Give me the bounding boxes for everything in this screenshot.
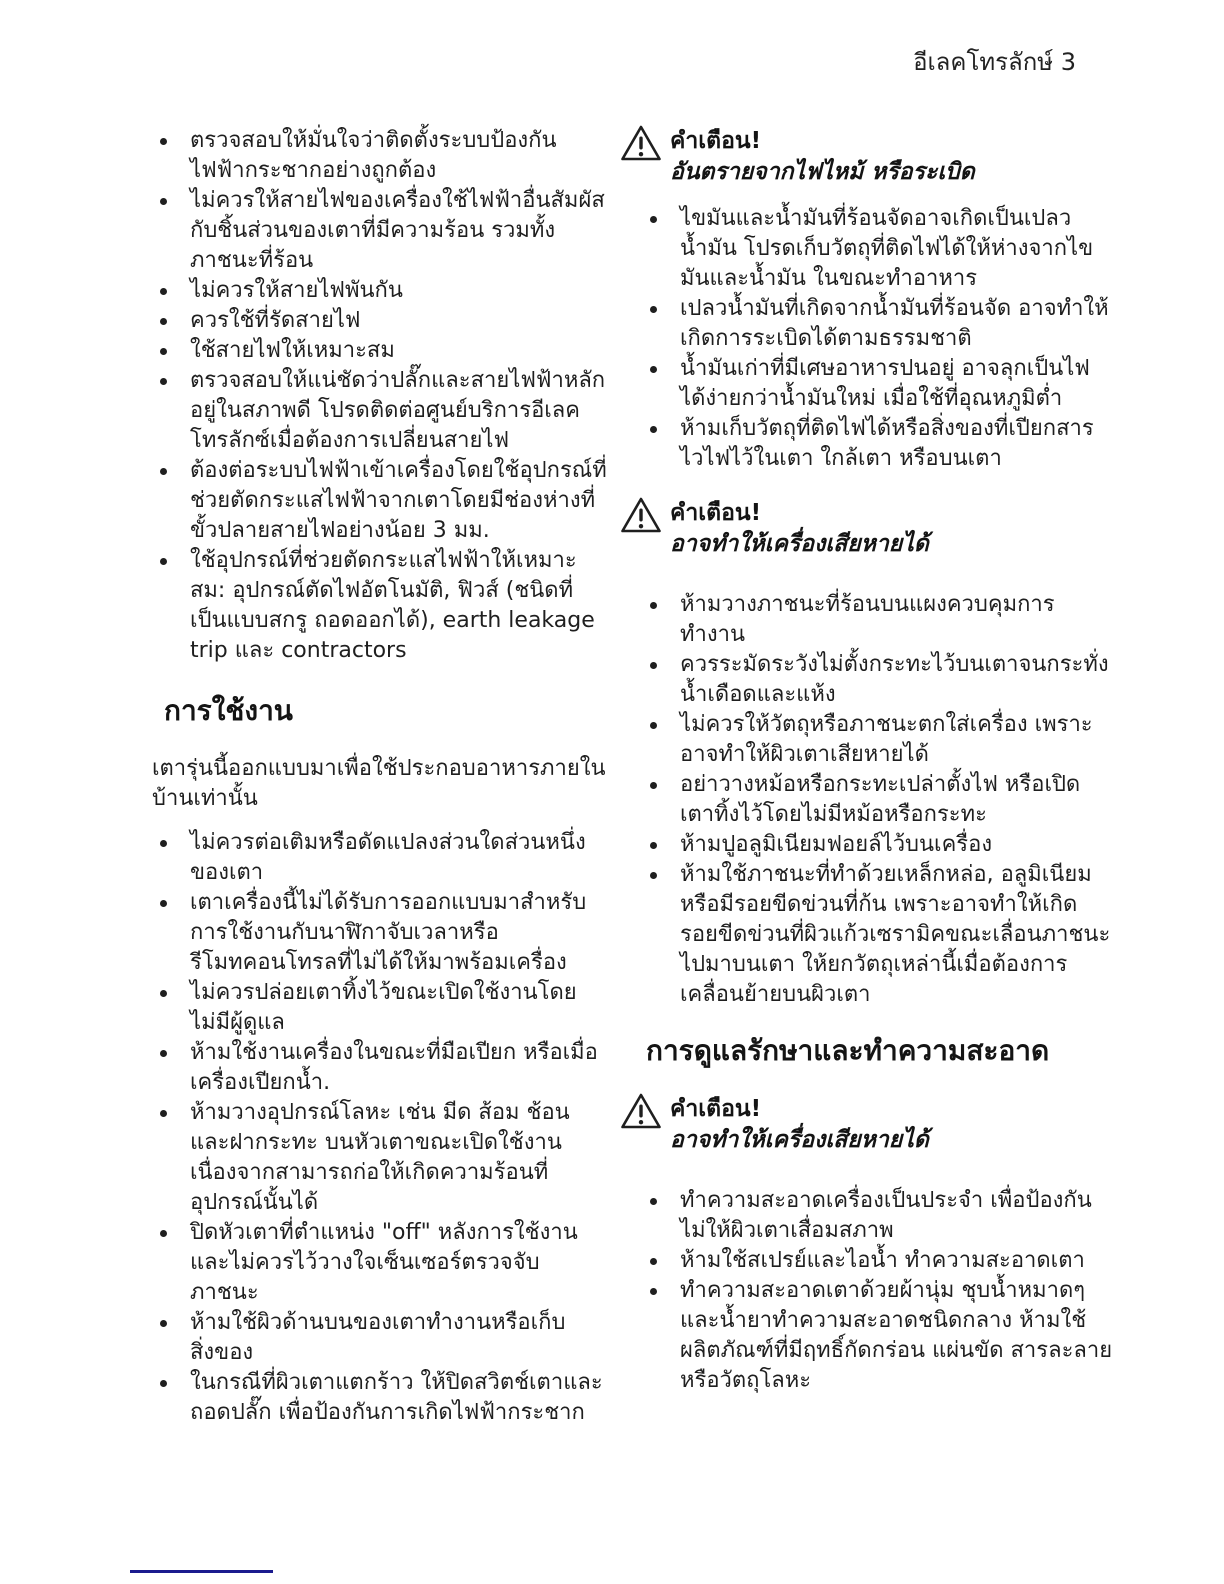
page-header-title: อีเลคโทรลักษ์ 3 [913,48,1076,76]
warning-subtitle: อาจทำให้เครื่องเสียหายได้ [670,531,929,557]
list-item: ไม่ควรให้สายไฟพันกัน [150,276,608,306]
list-item: ในกรณีที่ผิวเตาแตกร้าว ให้ปิดสวิตช์เตาและถอดปลั๊ก เพื่อป้องกันการเกิดไฟฟ้ากระชาก [150,1368,608,1428]
list-item: เตาเครื่องนี้ไม่ได้รับการออกแบบมาสำหรับการใช้งานกับนาฬิกาจับเวลาหรือรีโมทคอนโทรลที่ไม่ได้ให้มาพร้อมเครื่อง [150,888,608,978]
list-item: ไม่ควรให้สายไฟของเครื่องใช้ไฟฟ้าอื่นสัมผัสกับชิ้นส่วนของเตาที่มีความร้อน รวมทั้งภาชนะที่ร้อน [150,186,608,276]
list-item: ทำความสะอาดเครื่องเป็นประจำ เพื่อป้องกันไม่ให้ผิวเตาเสื่อมสภาพ [620,1186,1114,1246]
list-item: ไม่ควรให้วัตถุหรือภาชนะตกใส่เครื่อง เพราะอาจทำให้ผิวเตาเสียหายได้ [620,710,1114,770]
list-item: ควรระมัดระวังไม่ตั้งกระทะไว้บนเตาจนกระทั่งน้ำเดือดและแห้ง [620,650,1114,710]
list-item: ห้ามใช้ผิวด้านบนของเตาทำงานหรือเก็บสิ่งของ [150,1308,608,1368]
list-item: อย่าวางหม้อหรือกระทะเปล่าตั้งไฟ หรือเปิดเตาทิ้งไว้โดยไม่มีหม้อหรือกระทะ [620,770,1114,830]
list-item: ไขมันและน้ำมันที่ร้อนจัดอาจเกิดเป็นเปลวน้ำมัน โปรดเก็บวัตถุที่ติดไฟได้ให้ห่างจากไขมันและน้ำมัน ในขณะทำอาหาร [620,204,1114,294]
warning-triangle-icon [620,496,662,538]
section-heading-care: การดูแลรักษาและทำความสะอาด [646,1034,1050,1067]
fire-warning-bullet-list [620,204,1114,474]
warning-label: คำเตือน! [670,128,762,154]
list-item: ไม่ควรต่อเติมหรือดัดแปลงส่วนใดส่วนหนึ่งของเตา [150,828,608,888]
list-item: ตรวจสอบให้แน่ชัดว่าปลั๊กและสายไฟฟ้าหลักอยู่ในสภาพดี โปรดติดต่อศูนย์บริการอีเลคโทรลักซ์เมื่อต้องการเปลี่ยนสายไฟ [150,366,608,456]
list-item: ห้ามใช้ภาชนะที่ทำด้วยเหล็กหล่อ, อลูมิเนียม หรือมีรอยขีดข่วนที่ก้น เพราะอาจทำให้เกิดรอยขีดข่วนที่ผิวแก้วเซรามิคขณะเลื่อนภาชนะไปมาบนเตา ให้ยกวัตถุเหล่านี้เมื่อต้องการเคลื่อนย้ายบนผิวเตา [620,860,1114,1010]
warning-subtitle: อันตรายจากไฟไหม้ หรือระเบิด [670,159,975,185]
two-column-layout [150,126,1114,1452]
usage-intro-paragraph: เตารุ่นนี้ออกแบบมาเพื่อใช้ประกอบอาหารภายในบ้านเท่านั้น [152,756,606,811]
section-heading-usage: การใช้งาน [164,694,293,727]
list-item: ห้ามปูอลูมิเนียมฟอยล์ไว้บนเครื่อง [620,830,1114,860]
warning-subtitle: อาจทำให้เครื่องเสียหายได้ [670,1127,929,1153]
left-column [150,126,608,1452]
list-item: น้ำมันเก่าที่มีเศษอาหารปนอยู่ อาจลุกเป็นไฟได้ง่ายกว่าน้ำมันใหม่ เมื่อใช้ที่อุณหภูมิต่ำ [620,354,1114,414]
usage-bullet-list [150,828,608,1428]
list-item: ใช้สายไฟให้เหมาะสม [150,336,608,366]
list-item: เปลวน้ำมันที่เกิดจากน้ำมันที่ร้อนจัด อาจทำให้เกิดการระเบิดได้ตามธรรมชาติ [620,294,1114,354]
list-item: ปิดหัวเตาที่ตำแหน่ง "off" หลังการใช้งาน และไม่ควรไว้วางใจเซ็นเซอร์ตรวจจับภาชนะ [150,1218,608,1308]
warning-block-fire [620,126,1114,188]
list-item: ใช้อุปกรณ์ที่ช่วยตัดกระแสไฟฟ้าให้เหมาะสม: อุปกรณ์ตัดไฟอัตโนมัติ, ฟิวส์ (ชนิดที่เป็นแบบสกรู ถอดออกได้), earth leakage trip และ contractors [150,546,608,666]
warning-triangle-icon [620,1092,662,1134]
list-item: ควรใช้ที่รัดสายไฟ [150,306,608,336]
list-item: ห้ามวางภาชนะที่ร้อนบนแผงควบคุมการทำงาน [620,590,1114,650]
warning-label: คำเตือน! [670,1096,762,1122]
list-item: ตรวจสอบให้มั่นใจว่าติดตั้งระบบป้องกันไฟฟ้ากระชากอย่างถูกต้อง [150,126,608,186]
warning-triangle-icon [620,124,662,166]
right-column [620,126,1114,1452]
damage-warning-bullet-list [620,590,1114,1010]
list-item: ทำความสะอาดเตาด้วยผ้านุ่ม ชุบน้ำหมาดๆ และน้ำยาทำความสะอาดชนิดกลาง ห้ามใช้ผลิตภัณฑ์ที่มีฤทธิ์กัดกร่อน แผ่นขัด สารละลาย หรือวัตถุโลหะ [620,1276,1114,1396]
list-item: ห้ามใช้งานเครื่องในขณะที่มือเปียก หรือเมื่อเครื่องเปียกน้ำ. [150,1038,608,1098]
warning-label: คำเตือน! [670,500,762,526]
care-warning-bullet-list [620,1186,1114,1396]
warning-block-care [620,1094,1114,1170]
list-item: ไม่ควรปล่อยเตาทิ้งไว้ขณะเปิดใช้งานโดยไม่มีผู้ดูแล [150,978,608,1038]
warning-block-damage [620,498,1114,574]
installation-bullet-list [150,126,608,666]
list-item: ห้ามวางอุปกรณ์โลหะ เช่น มีด ส้อม ช้อน และฝากระทะ บนหัวเตาขณะเปิดใช้งาน เนื่องจากสามารถก่อให้เกิดความร้อนที่อุปกรณ์นั้นได้ [150,1098,608,1218]
list-item: ต้องต่อระบบไฟฟ้าเข้าเครื่องโดยใช้อุปกรณ์ที่ช่วยตัดกระแสไฟฟ้าจากเตาโดยมีช่องห่างที่ขั้วปลายสายไฟอย่างน้อย 3 มม. [150,456,608,546]
footer-rule [130,1570,273,1573]
list-item: ห้ามใช้สเปรย์และไอน้ำ ทำความสะอาดเตา [620,1246,1114,1276]
list-item: ห้ามเก็บวัตถุที่ติดไฟได้หรือสิ่งของที่เปียกสารไวไฟไว้ในเตา ใกล้เตา หรือบนเตา [620,414,1114,474]
